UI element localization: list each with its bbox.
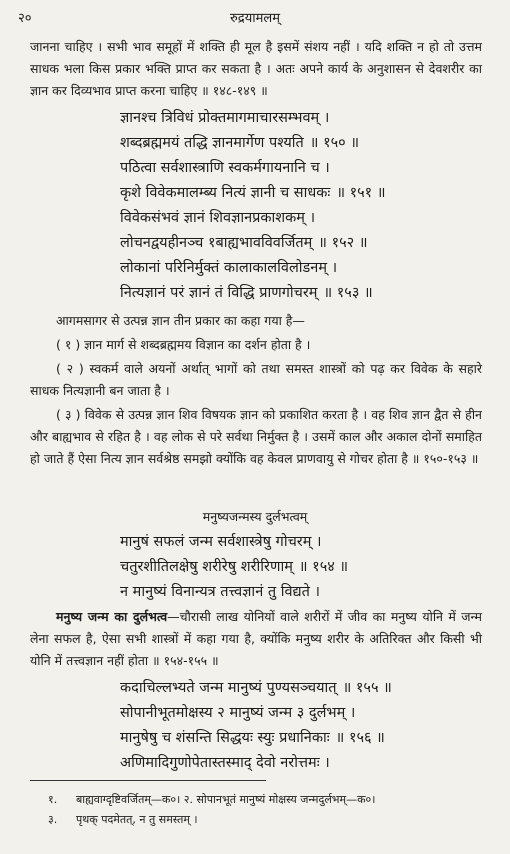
verse-number: ॥ १५२ ॥ (318, 235, 368, 251)
verse-line (120, 555, 480, 580)
verse-line (120, 106, 480, 131)
footnote-divider (30, 780, 266, 781)
verse-number: ॥ १५४ ॥ (298, 559, 349, 575)
verse-text: चतुरशीतिलक्षेषु शरीरेषु शरीरिणाम् (120, 559, 293, 575)
footnote-line (48, 810, 478, 830)
verse-line (120, 156, 480, 181)
page-number: २० (18, 11, 32, 26)
intro-paragraph: जानना चाहिए । सभी भाव समूहों में शक्ति ही मूल है इसमें संशय नहीं । यदि शक्ति न हो तो उत्तम साधक भला किस प्रकार भक्ति प्राप्त कर सकता है । अतः अपने कार्य के अनुशासन से देवशरीर का ज्ञान कर दिव्यभाव प्राप्त करना चाहिए ॥ १४८-१४९ ॥ (30, 39, 482, 98)
verse-text: कदाचिल्लभ्यते जन्म मानुष्यं पुण्यसञ्चयात् (120, 680, 337, 696)
verse-line (120, 131, 480, 156)
verse-text: कृशे विवेकमालम्ब्य नित्यं ज्ञानी च साधकः (120, 185, 331, 201)
verse-line (120, 751, 480, 776)
verse-line (120, 701, 480, 726)
verse-block-3 (120, 676, 480, 776)
commentary-heading: मनुष्य जन्म का दुर्लभत्व (56, 609, 168, 624)
footnote-text: पृथक् पदमेतत्, न तु समस्तम् । (76, 813, 198, 826)
verse-text: शब्दब्रह्ममयं तद्धि ज्ञानमार्गेण पश्यति (120, 135, 304, 151)
verse-line (120, 281, 480, 306)
verse-number: ॥ १५३ ॥ (323, 285, 373, 301)
verse-line (120, 256, 480, 281)
running-title: रुद्रयामलम् (230, 11, 280, 26)
verse-text: मानुषेषु च शंसन्ति सिद्धयः स्युः प्रधानिकाः (120, 730, 330, 746)
verse-text: नित्यज्ञानं परं ज्ञानं तं विद्धि प्राणगोचरम् (120, 285, 318, 301)
footnote-number: १. (48, 793, 58, 806)
verse-text: विवेकसंभवं ज्ञानं शिवज्ञानप्रकाशकम् । (120, 210, 316, 226)
verse-line (120, 580, 480, 605)
verse-number: ॥ १५६ ॥ (335, 730, 385, 746)
verse-line (120, 726, 480, 751)
verse-text: लोकानां परिनिर्मुक्तं कालाकालविलोडनम् । (120, 260, 338, 276)
verse-number: ॥ १५० ॥ (309, 135, 360, 151)
verse-block-2 (120, 530, 480, 605)
verse-text: मानुषं सफलं जन्म सर्वशास्त्रेषु गोचरम् । (120, 534, 322, 550)
verse-number: ॥ १५१ ॥ (336, 185, 386, 201)
section-heading: मनुष्यजन्मस्य दुर्लभत्वम् (202, 509, 308, 524)
verse-line (120, 231, 480, 256)
verse-block-1 (120, 106, 480, 306)
footnotes (48, 790, 478, 830)
lead-in-text: आगमसागर से उत्पन्न ज्ञान तीन प्रकार का कहा गया है— (56, 313, 305, 328)
footnote-line (48, 790, 478, 810)
verse-text: लोचनद्वयहीनञ्च १बाह्यभावविवर्जितम् (120, 235, 313, 251)
commentary-body: —चौरासी लाख योनियों वाले शरीरों में जीव का मनुष्य योनि में जन्म लेना सफल है, ऐसा सभी शास्त्रों में कहा गया है, क्योंकि मनुष्य शरीर के अतिरिक्त और किसी भी योनि में तत्त्वज्ञान नहीं होता ॥ १५४-१५५ ॥ (30, 609, 482, 668)
footnote-number: ३. (48, 813, 58, 826)
list-item-3: ( ३ ) विवेक से उत्पन्न ज्ञान शिव विषयक ज्ञान को प्रकाशित करता है । वह शिव ज्ञान द्वैत से हीन और बाह्यभाव से रहित है । वह लोक से परे सर्वथा निर्मुक्त है । उसमें काल और अकाल दोनों समाहित हो जाते हैं ऐसा नित्य ज्ञान सर्वश्रेष्ठ समझो क्योंकि वह केवल प्राणवायु से गोचर होता है ॥ १५०-१५३ ॥ (30, 407, 482, 466)
verse-text: सोपानीभूतमोक्षस्य २ मानुष्यं जन्म ३ दुर्लभम् । (120, 705, 356, 721)
list-item-1: ( १ ) ज्ञान मार्ग से शब्दब्रह्ममय विज्ञान का दर्शन होता है । (56, 337, 311, 352)
verse-number: ॥ १५५ ॥ (342, 680, 392, 696)
page-header (18, 8, 492, 28)
verse-text: अणिमादिगुणोपेतास्तस्माद् देवो नरोत्तमः । (120, 755, 330, 771)
commentary-paragraph (30, 606, 482, 672)
footnote-text: बाह्यवाग्दृष्टिवर्जितम्—क०। २. सोपानभूतं मानुष्यं मोक्षस्य जन्मदुर्लभम्—क०। (76, 793, 376, 806)
verse-text: पठित्वा सर्वशास्त्राणि स्वकर्मगायनानि च । (120, 160, 330, 176)
verse-text: ज्ञानश्च त्रिविधं प्रोक्तमागमाचारसम्भवम् । (120, 110, 330, 126)
verse-text: न मानुष्यं विनान्यत्र तत्त्वज्ञानं तु विद्यते । (120, 584, 321, 600)
verse-line (120, 676, 480, 701)
verse-line (120, 530, 480, 555)
list-item-2: ( २ ) स्वकर्म वाले अयनों अर्थात् भागों को तथा समस्त शास्त्रों को पढ़ कर विवेक के सहारे साधक नित्यज्ञानी बन जाता है । (30, 361, 482, 398)
verse-line (120, 181, 480, 206)
verse-line (120, 206, 480, 231)
